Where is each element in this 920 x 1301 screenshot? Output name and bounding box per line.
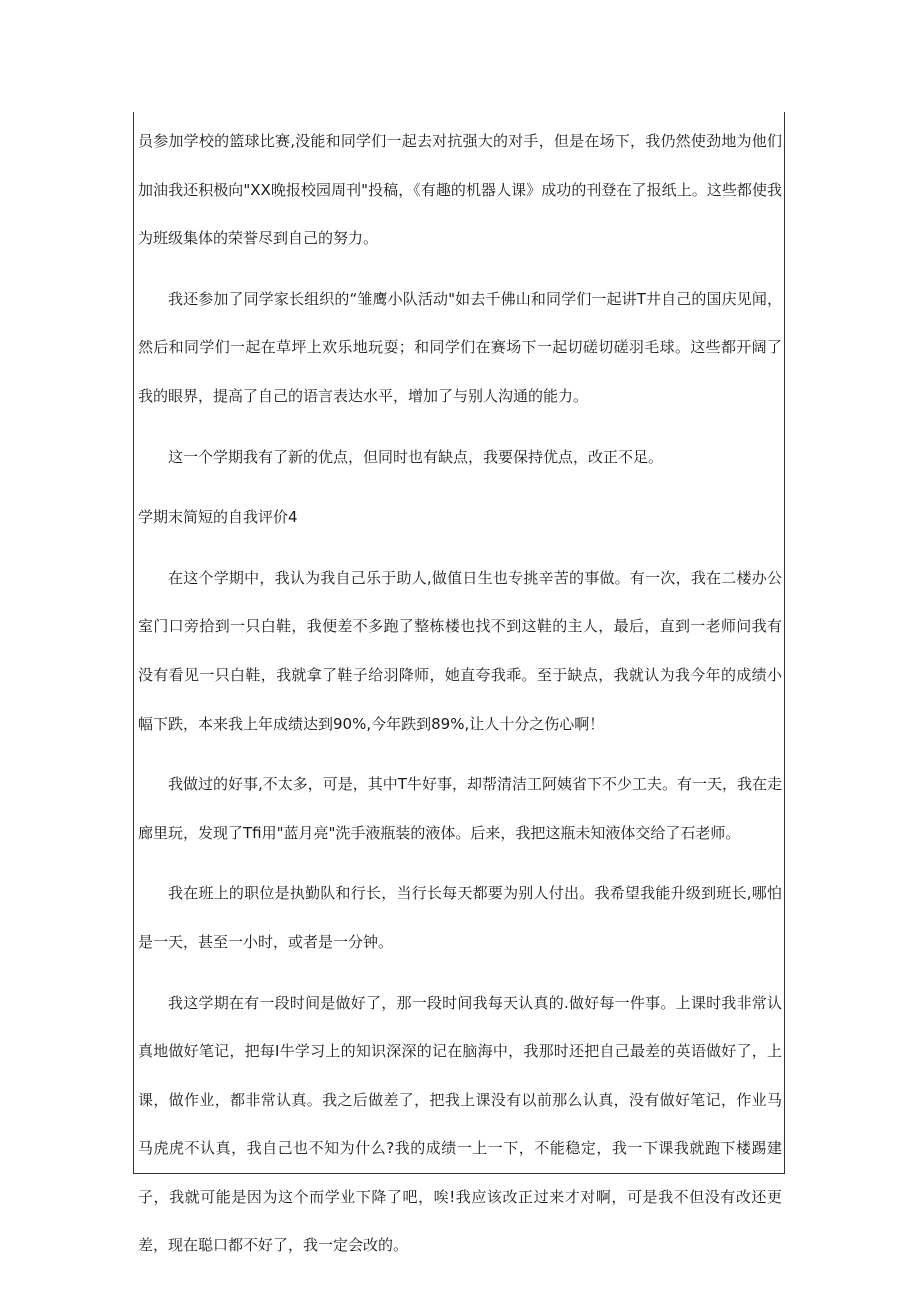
document-body [138, 117, 782, 1282]
paragraph-5: 我做过的好事,不太多，可是，其中T牛好事，却帮清洁工阿姨省下不少工夫。有一天，我在走廊里玩，发现了Tfi用"蓝月亮"洗手液瓶装的液体。后来，我把这瓶未知液体交给了石老师。 [138, 775, 782, 842]
section-heading: 学期末简短的自我评价4 [138, 508, 298, 527]
paragraph-6: 我在班上的职位是执勤队和行长，当行长每天都要为别人付出。我希望我能升级到班长,哪怕是一天，甚至一小时，或者是一分钟。 [138, 884, 782, 951]
paragraph-7: 我这学期在有一段时间是做好了，那一段时间我每天认真的.做好每一件事。上课时我非常认真地做好笔记，把每I牛学习上的知识深深的记在脑海中，我那时还把自己最差的英语做好了，上课，做作业，都非常认真。我之后做差了，把我上课没有以前那么认真，没有做好笔记，作业马马虎虎不认真，我自己也不知为什么?我的成绩一上一下，不能稳定，我一下课我就跑下楼踢建子，我就可能是因为这个而学业下降了吧，唉!我应该改正过来才对啊，可是我不但没有改还更差，现在聪口都不好了，我一定会改的。 [138, 993, 782, 1255]
paragraph-2: 我还参加了同学家长组织的“雏鹰小队活动"如去千佛山和同学们一起讲T井自己的国庆见闻，然后和同学们一起在草坪上欢乐地玩耍；和同学们在赛场下一起切磋切磋羽毛球。这些都开阔了我的眼界，提高了自己的语言表达水平，增加了与别人沟通的能力。 [138, 289, 782, 405]
paragraph-4: 在这个学期中，我认为我自己乐于助人,做值日生也专挑辛苦的事做。有一次，我在二楼办公室门口旁拾到一只白鞋，我便差不多跑了整栋楼也找不到这鞋的主人，最后，直到一老师问我有没有看见一只白鞋，我就拿了鞋子给羽降师，她直夸我乖。至于缺点，我就认为我今年的成绩小幅下跌，本来我上年成绩达到90%,今年跌到89%,让人十分之伤心啊！ [138, 568, 782, 733]
paragraph-3: 这一个学期我有了新的优点，但同时也有缺点，我要保持优点，改正不足。 [168, 447, 664, 466]
paragraph-1: 员参加学校的篮球比赛,没能和同学们一起去对抗强大的对手，但是在场下，我仍然使劲地为他们加油我还积极向"XX晚报校园周刊"投稿，《有趣的机器人课》成功的刊登在了报纸上。这些都使我为班级集体的荣誉尽到自己的努力。 [138, 132, 782, 248]
